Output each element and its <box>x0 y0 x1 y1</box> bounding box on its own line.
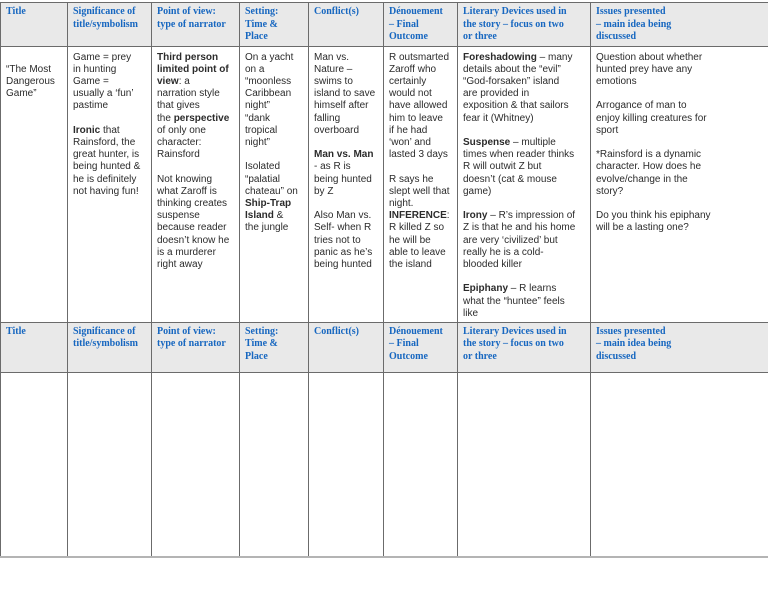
text-line: doesn’t (cat & mouse <box>463 173 557 185</box>
text-line: night” <box>245 100 271 112</box>
text-line: Caribbean <box>245 88 292 100</box>
header2-cell-title[interactable] <box>1 322 68 372</box>
text-line <box>245 149 303 161</box>
text-line: Point of view: <box>157 325 216 337</box>
cell-denouement[interactable] <box>384 46 458 322</box>
text-line: R will outwit Z but <box>463 161 542 173</box>
text-line: Conflict(s) <box>314 6 359 17</box>
text-line: Outcome <box>389 31 428 42</box>
text-line: the jungle <box>245 222 289 234</box>
text-line: Self- when R <box>314 222 372 234</box>
text-line: falling <box>314 112 341 124</box>
text-line: the story – focus on two <box>463 18 564 30</box>
text-line: if he had <box>389 124 428 136</box>
text-line: what the “huntee” feels <box>463 295 565 307</box>
header-cell-devices[interactable] <box>458 3 591 47</box>
empty-cell-devices[interactable] <box>458 372 591 557</box>
text-line: Ironic that <box>73 124 120 136</box>
text-line <box>596 198 768 210</box>
text-line: of only one <box>157 124 206 136</box>
text-line: – Final <box>389 338 419 350</box>
text-line: tropical <box>245 124 278 136</box>
text-line <box>596 88 768 100</box>
text-line: Nature – <box>314 63 353 75</box>
text-line: On a yacht <box>245 51 294 63</box>
text-line <box>389 161 452 173</box>
text-line: blooded killer <box>463 258 522 270</box>
text-line: the island <box>389 258 432 270</box>
text-line <box>596 137 768 149</box>
header-row-1 <box>1 3 768 47</box>
text-line: Conflict(s) <box>314 325 359 337</box>
header-cell-significance[interactable] <box>68 3 152 47</box>
text-line <box>314 198 378 210</box>
empty-cell-pov[interactable] <box>152 372 240 557</box>
header2-cell-conflict[interactable] <box>309 322 384 372</box>
text-line: “palatial <box>245 173 281 185</box>
text-line <box>157 161 234 173</box>
text-line: night. <box>389 197 414 209</box>
header-cell-pov[interactable] <box>152 3 240 47</box>
header-cell-conflict[interactable] <box>309 3 384 47</box>
empty-cell-issues[interactable] <box>591 372 768 557</box>
text-line: pastime <box>73 100 109 112</box>
text-line: Game” <box>6 87 37 99</box>
text-line: hunted prey have any <box>596 63 693 75</box>
text-line: him to leave <box>389 112 443 124</box>
text-line: emotions <box>596 75 637 87</box>
text-line: Man vs. Man <box>314 149 374 161</box>
text-line: thinking creates <box>157 197 228 209</box>
empty-cell-title[interactable] <box>1 372 68 557</box>
text-line: usually a ‘fun’ <box>73 88 134 100</box>
text-line: discussed <box>596 350 637 362</box>
text-line: being hunted <box>314 173 372 185</box>
text-line: – Final <box>389 18 419 30</box>
text-line: Literary Devices used in <box>463 6 567 17</box>
text-line: tries not to <box>314 234 361 246</box>
text-line: he will be <box>389 234 431 246</box>
text-line: have allowed <box>389 100 448 112</box>
empty-cell-significance[interactable] <box>68 372 152 557</box>
text-line: Ship-Trap <box>245 197 292 209</box>
text-line: slept well that <box>389 185 450 197</box>
text-line: suspense <box>157 210 200 222</box>
text-line: great hunter, is <box>73 149 140 161</box>
text-line: Game = <box>73 75 109 87</box>
text-line: being hunted <box>314 258 372 270</box>
text-line: Man vs. <box>314 51 350 63</box>
text-line: sport <box>596 124 619 136</box>
text-line: Title <box>6 6 26 17</box>
cell-setting[interactable] <box>240 46 309 322</box>
text-line: Zaroff who <box>389 63 437 75</box>
text-line <box>463 125 585 137</box>
text-line: Setting: <box>245 6 279 17</box>
text-line: – main idea being <box>596 338 672 350</box>
text-line: island to save <box>314 88 376 100</box>
text-line: able to leave <box>389 246 446 258</box>
text-line: “God-forsaken” island <box>463 75 560 87</box>
text-line: R killed Z so <box>389 222 445 234</box>
text-line: Z is that he and his home <box>463 222 576 234</box>
text-line: panic as he’s <box>314 246 373 258</box>
text-line: Point of view: <box>157 6 216 17</box>
text-line: Significance of <box>73 325 136 337</box>
text-line: Dénouement <box>389 6 443 17</box>
text-line: limited point of <box>157 63 229 75</box>
text-line: are very ‘civilized’ but <box>463 234 558 246</box>
text-line: Setting: <box>245 325 279 337</box>
text-line: that gives <box>157 100 200 112</box>
text-line: are provided in <box>463 88 530 100</box>
text-line: Not knowing <box>157 173 213 185</box>
text-line: or three <box>463 350 497 362</box>
text-line: *Rainsford is a dynamic <box>596 149 702 161</box>
story-row <box>1 46 768 322</box>
text-line: story? <box>596 185 624 197</box>
text-line: being hunted & <box>73 161 141 173</box>
header2-cell-issues[interactable] <box>591 322 768 372</box>
text-line: not having fun! <box>73 185 139 197</box>
header-cell-title[interactable] <box>1 3 68 47</box>
text-line: overboard <box>314 124 360 136</box>
text-line: is a murderer <box>157 246 216 258</box>
text-line: R outsmarted <box>389 51 450 63</box>
empty-cell-conflict[interactable] <box>309 372 384 557</box>
text-line: Place <box>245 350 268 362</box>
text-line: game) <box>463 185 492 197</box>
text-line: Significance of <box>73 6 136 17</box>
text-line: he is definitely <box>73 173 137 185</box>
text-line: because reader <box>157 222 227 234</box>
text-line: chateau” on <box>245 185 298 197</box>
text-line: right away <box>157 258 203 270</box>
text-line: Foreshadowing – many <box>463 51 573 63</box>
text-line: in hunting <box>73 63 117 75</box>
text-line: on a <box>245 63 265 75</box>
text-line: times when reader thinks <box>463 149 575 161</box>
text-line: – main idea being <box>596 18 672 30</box>
text-line: Also Man vs. <box>314 210 372 222</box>
text-line: title/symbolism <box>73 338 138 350</box>
text-line <box>314 137 378 149</box>
text-line <box>463 198 585 210</box>
text-line: Outcome <box>389 350 428 362</box>
story-analysis-table <box>0 2 768 558</box>
text-line: exposition & that sailors <box>463 100 569 112</box>
text-line: Time & <box>245 338 278 350</box>
header-cell-issues[interactable] <box>591 3 768 47</box>
text-line: Rainsford <box>157 149 200 161</box>
text-line: Literary Devices used in <box>463 325 567 337</box>
text-line: ‘won’ and <box>389 136 431 148</box>
text-line: “dank <box>245 112 271 124</box>
text-line: really he is a cold- <box>463 246 544 258</box>
empty-cell-denouement[interactable] <box>384 372 458 557</box>
header2-cell-setting[interactable] <box>240 322 309 372</box>
text-line: Issues presented <box>596 6 666 17</box>
text-line: like <box>463 307 479 319</box>
text-line: himself after <box>314 100 369 112</box>
empty-row <box>1 372 768 557</box>
empty-cell-setting[interactable] <box>240 372 309 557</box>
text-line: Isolated <box>245 161 281 173</box>
cell-significance[interactable] <box>68 46 152 322</box>
text-line: R says he <box>389 173 434 185</box>
text-line: the story – focus on two <box>463 338 564 350</box>
text-line: type of narrator <box>157 338 226 350</box>
text-line: view: a <box>157 75 190 87</box>
text-line: Do you think his epiphany <box>596 210 711 222</box>
text-line: Epiphany – R learns <box>463 283 557 295</box>
text-line: what Zaroff is <box>157 185 217 197</box>
text-line: Irony – R’s impression of <box>463 210 576 222</box>
text-line: will be a lasting one? <box>596 222 689 234</box>
text-line: enjoy killing creatures for <box>596 112 707 124</box>
text-line <box>73 113 146 125</box>
text-line: Island & <box>245 210 284 222</box>
cell-issues[interactable] <box>591 46 768 322</box>
text-line: discussed <box>596 31 637 42</box>
header-cell-denouement[interactable] <box>384 3 458 47</box>
text-line: Arrogance of man to <box>596 100 687 112</box>
text-line: swims to <box>314 75 353 87</box>
header-cell-setting[interactable] <box>240 3 309 47</box>
text-line: Place <box>245 31 268 42</box>
text-line: - as R is <box>314 161 351 173</box>
text-line: certainly <box>389 75 427 87</box>
text-line: INFERENCE: <box>389 210 450 222</box>
text-line: Dangerous <box>6 75 55 87</box>
text-line: would not <box>389 88 432 100</box>
text-line: Issues presented <box>596 325 666 337</box>
header2-cell-pov[interactable] <box>152 322 240 372</box>
text-line: “moonless <box>245 75 292 87</box>
header2-cell-denouement[interactable] <box>384 322 458 372</box>
cell-devices[interactable] <box>458 46 591 322</box>
text-line: night” <box>245 136 271 148</box>
header-row-2 <box>1 322 768 372</box>
text-line: “The Most <box>6 63 52 75</box>
text-line: Title <box>6 325 26 337</box>
text-line: fear it (Whitney) <box>463 112 534 124</box>
text-line: evolve/change in the <box>596 173 688 185</box>
text-line: Third person <box>157 51 219 63</box>
text-line: Rainsford, the <box>73 136 136 148</box>
text-line: character: <box>157 136 202 148</box>
text-line: doesn’t know he <box>157 234 230 246</box>
text-line: Time & <box>245 18 278 30</box>
text-line: the perspective <box>157 112 230 124</box>
text-line: Dénouement <box>389 325 443 337</box>
text-line <box>463 271 585 283</box>
text-line: or three <box>463 31 497 42</box>
text-line: Question about whether <box>596 51 703 63</box>
text-line: title/symbolism <box>73 18 138 30</box>
cell-title[interactable] <box>1 46 68 322</box>
text-line: by Z <box>314 185 334 197</box>
header2-cell-significance[interactable] <box>68 322 152 372</box>
text-line: Suspense – multiple <box>463 136 556 148</box>
text-line: type of narrator <box>157 18 226 30</box>
text-line: narration style <box>157 88 220 100</box>
text-line: details about the “evil” <box>463 63 561 75</box>
cell-pov[interactable] <box>152 46 240 322</box>
header2-cell-devices[interactable] <box>458 322 591 372</box>
text-line: Game = prey <box>73 51 132 63</box>
text-line: character. How does he <box>596 161 702 173</box>
text-line: lasted 3 days <box>389 149 448 161</box>
cell-conflict[interactable] <box>309 46 384 322</box>
